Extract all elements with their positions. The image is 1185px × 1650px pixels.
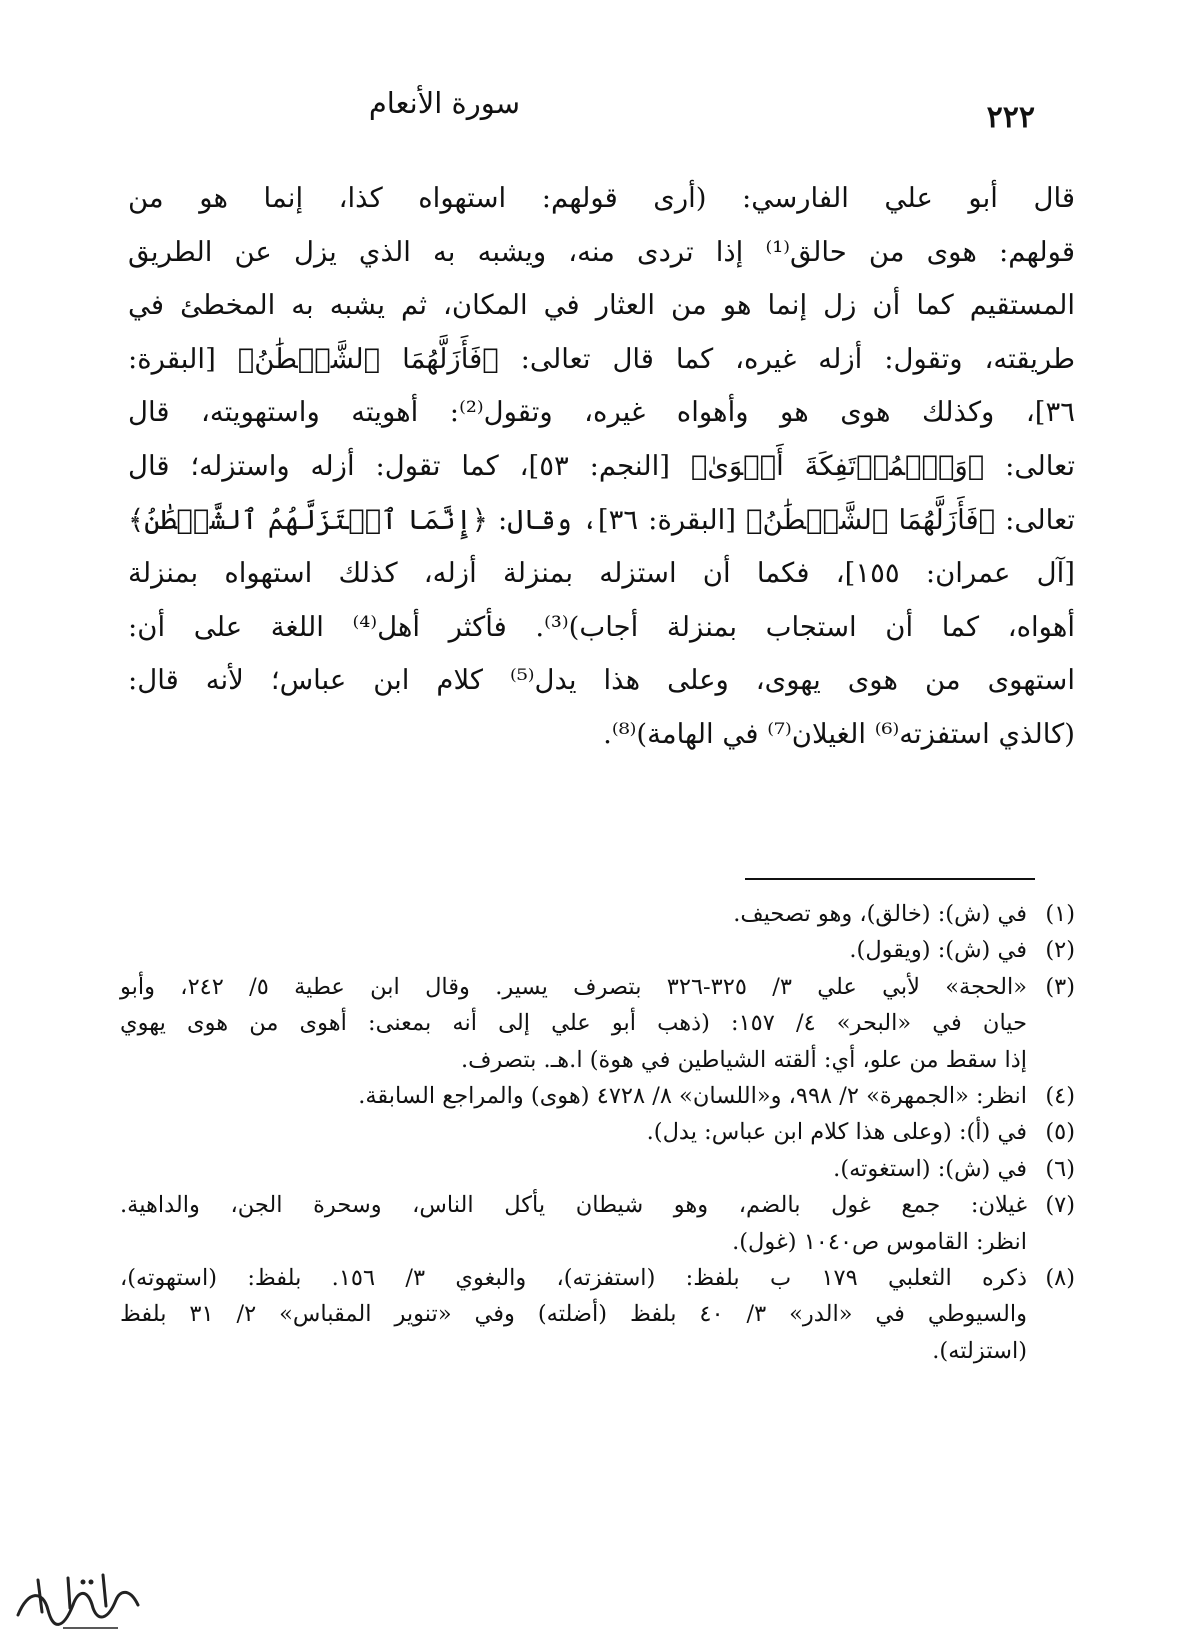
footnote [120,1151,1075,1187]
page-number: ٢٢٢ [986,100,1035,135]
footnotes [120,896,1075,1369]
text-line: طريقته، وتقول: أزله غيره، كما قال تعالى: ﴿فَأَزَلَّهُمَا ٱلشَّيۡطَٰنُ﴾ [البقرة: [128,342,1075,375]
footnote-number: (٤) [1045,1082,1075,1109]
footnote-line: في (أ): (وعلى هذا كلام ابن عباس: يدل). [646,1119,1027,1146]
text-line: [آل عمران: ١٥٥]، فكما أن استزله بمنزلة أزله، كذلك استهواه بمنزلة [128,557,1075,590]
text-line: (كالذي استفزته⁽⁶⁾ الغيلان⁽⁷⁾ في الهامة)⁽⁸⁾. [603,717,1075,750]
footnote [120,969,1075,1078]
footnote-number: (٧) [1045,1192,1075,1219]
calligraphy-logo-icon [8,1560,148,1640]
text-line: ٣٦]، وكذلك هوى هو وأهواه غيره، وتقول⁽²⁾: أهويته واستهويته، قال [128,396,1075,429]
footnote-number: (٢) [1045,937,1075,964]
footnote-line: في (ش): (خالق)، وهو تصحيف. [733,901,1027,927]
footnote [120,1260,1075,1369]
footnote-line: إذا سقط من علو، أي: ألقته الشياطين في هوة) ا.هـ. بتصرف. [460,1046,1027,1073]
footnote-number: (٦) [1045,1155,1075,1182]
footnote-number: (٥) [1045,1119,1075,1146]
footnote-line: في (ش): (استغوته). [833,1155,1027,1182]
text-line: المستقيم كما أن زل إنما هو من العثار في المكان، ثم يشبه به المخطئ في [128,289,1075,322]
footnote [120,1187,1075,1260]
footnote-number: (٨) [1045,1264,1075,1291]
footnote-number: (١) [1045,901,1075,927]
footnote-line: في (ش): (ويقول). [849,937,1027,964]
footnote [120,932,1075,968]
footnote-line: (استزلته). [932,1337,1027,1364]
main-text [128,172,1075,762]
text-line: قال أبو علي الفارسي: (أرى قولهم: استهواه كذا، إنما هو من [128,182,1075,214]
footnote-line: «الحجة» لأبي علي ٣/ ٣٢٥-٣٢٦ بتصرف يسير. وقال ابن عطية ٥/ ٢٤٢، وأبو [120,973,1028,1000]
footnote-line: حيان في «البحر» ٤/ ١٥٧: (ذهب أبو علي إلى أنه بمعنى: أهوى من هوى يهوي [120,1010,1027,1037]
text-line: استهوى من هوى يهوى، وعلى هذا يدل⁽⁵⁾ كلام ابن عباس؛ لأنه قال: [128,664,1075,697]
text-line: تعالى: ﴿وَٱلۡمُؤۡتَفِكَةَ أَهۡوَىٰ﴾ [النجم: ٥٣]، كما تقول: أزله واستزله؛ قال [128,449,1076,482]
footnote-line: انظر: «الجمهرة» ٢/ ٩٩٨، و«اللسان» ٨/ ٤٧٢٨ (هوى) والمراجع السابقة. [358,1082,1027,1109]
footnote-number: (٣) [1045,973,1075,1000]
footnote-line: ذكره الثعلبي ١٧٩ ب بلفظ: (استفزته)، والبغوي ٣/ ١٥٦. بلفظ: (استهوته)، [120,1264,1027,1291]
text-line: قولهم: هوى من حالق⁽¹⁾ إذا تردى منه، ويشبه به الذي يزل عن الطريق [128,235,1076,268]
running-header-title: سورة الأنعام [368,86,520,120]
text-line: تعالى: ﴿فَأَزَلَّهُمَا ٱلشَّيۡطَٰنُ﴾ [البقرة: ٣٦]، وقال: ﴿إِنَّمَا ٱسۡتَزَلَّهُمُ ٱلشَّيۡطَٰنُ﴾ [128,503,1075,536]
footnote-separator [745,878,1035,880]
footnote [120,1114,1075,1150]
footnote [120,896,1075,932]
footnote-line: غيلان: جمع غول بالضم، وهو شيطان يأكل الناس، وسحرة الجن، والداهية. [120,1192,1027,1219]
footnote-line: انظر: القاموس ص١٠٤٠ (غول). [732,1228,1027,1255]
text-line: أهواه، كما أن استجاب بمنزلة أجاب)⁽³⁾. فأكثر أهل⁽⁴⁾ اللغة على أن: [128,610,1075,643]
footnote-line: والسيوطي في «الدر» ٣/ ٤٠ بلفظ (أضلته) وفي «تنوير المقباس» ٢/ ٣١ بلفظ [120,1301,1027,1328]
footnote [120,1078,1075,1114]
